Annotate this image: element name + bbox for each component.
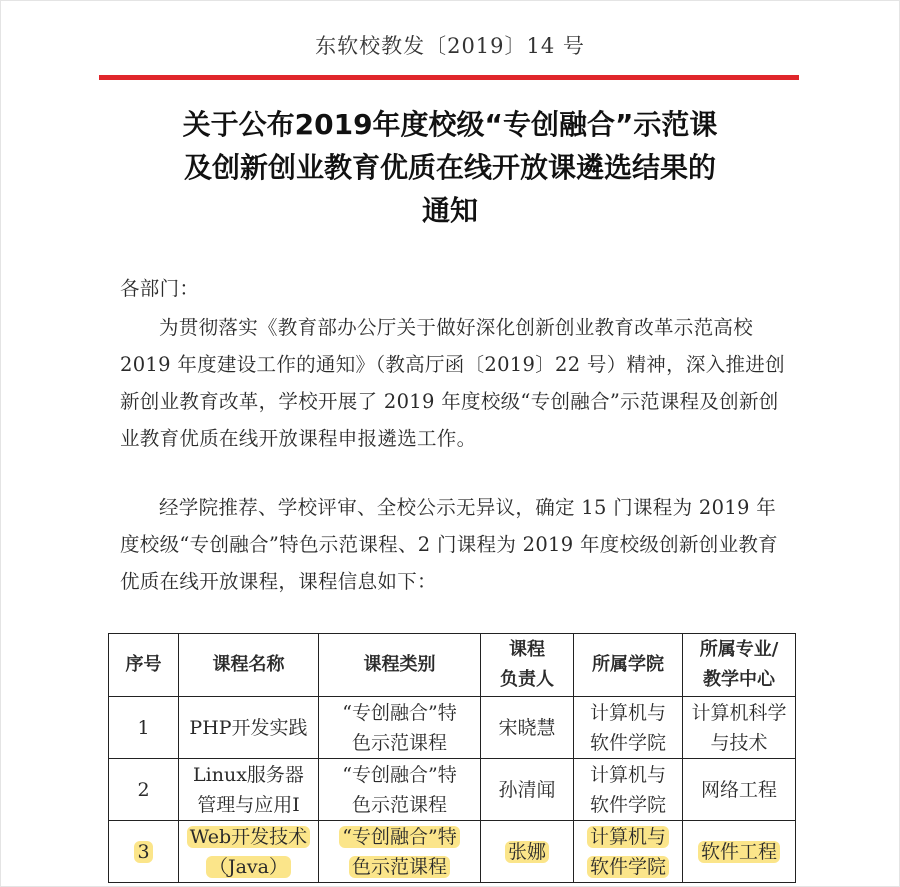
cell-text: “专创融合”特: [342, 763, 457, 786]
table-row: [109, 759, 796, 821]
header-no: [109, 634, 179, 697]
cell-owner: [481, 821, 574, 883]
highlight-mark: 软件工程: [698, 841, 780, 863]
cell-text: 色示范课程: [351, 731, 447, 754]
cell-text: [577, 852, 679, 882]
header-text: 课程类别: [363, 654, 436, 675]
cell-text: [182, 852, 315, 882]
cell-category: [319, 821, 481, 883]
cell-text: [322, 822, 477, 852]
title-line-1: 关于公布2019年度校级“专创融合”示范课: [182, 108, 718, 141]
cell-no: [109, 821, 179, 883]
header-text: 序号: [125, 654, 162, 675]
title-line-3: 通知: [421, 194, 478, 227]
cell-text: “专创融合”特: [342, 701, 457, 724]
header-category: [319, 634, 481, 697]
header-owner: [481, 634, 574, 697]
document-number: 东软校教发〔2019〕14 号: [315, 34, 585, 58]
cell-category: [319, 697, 481, 759]
cell-course-name: [179, 697, 319, 759]
cell-text: [484, 837, 570, 867]
cell-no: [109, 759, 179, 821]
table-row: [109, 697, 796, 759]
cell-text: PHP开发实践: [189, 716, 308, 739]
header-text: 负责人: [500, 669, 554, 690]
cell-text: [112, 837, 175, 867]
highlight-mark: Web开发技术: [187, 826, 310, 848]
cell-text: 宋晓慧: [498, 716, 556, 739]
cell-text: [686, 837, 792, 867]
highlight-mark: 计算机与: [587, 826, 669, 848]
header-course-name: [179, 634, 319, 697]
highlight-mark: 张娜: [505, 841, 549, 863]
header-text: 教学中心: [703, 669, 775, 690]
document-title: [110, 103, 790, 232]
cell-major: [683, 759, 796, 821]
cell-text: Linux服务器: [193, 763, 304, 786]
cell-text: [182, 822, 315, 852]
cell-text: [577, 822, 679, 852]
title-line-2: 及创新创业教育优质在线开放课遴选结果的: [183, 151, 716, 184]
highlight-mark: 3: [134, 841, 152, 863]
header-major: [683, 634, 796, 697]
cell-course-name: [179, 821, 319, 883]
cell-text: 2: [137, 778, 150, 801]
cell-text: 计算机与: [589, 701, 666, 724]
paragraph-1: 为贯彻落实《教育部办公厅关于做好深化创新创业教育改革示范高校 2019 年度建设工作的通知》（教高厅函〔2019〕22 号）精神，深入推进创新创业教育改革，学校开展了 2019 年度校级“专创融合”示范课程及创新创业教育优质在线开放课程申报遴选工作。: [120, 316, 785, 450]
cell-text: 软件学院: [589, 793, 666, 816]
header-text: 所属学院: [592, 654, 664, 675]
header-text: 所属专业/: [699, 639, 779, 660]
course-table: [108, 633, 795, 883]
cell-text: [322, 852, 477, 882]
highlight-mark: （Java）: [206, 856, 291, 878]
cell-text: 管理与应用I: [197, 793, 300, 816]
header-college: [574, 634, 683, 697]
highlight-mark: 软件学院: [587, 856, 669, 878]
cell-college: [574, 697, 683, 759]
cell-text: 1: [137, 716, 150, 739]
highlight-mark: “专创融合”特: [339, 826, 459, 848]
cell-no: [109, 697, 179, 759]
paragraph-2: 经学院推荐、学校评审、全校公示无异议，确定 15 门课程为 2019 年度校级“专创融合”特色示范课程、2 门课程为 2019 年度校级创新创业教育优质在线开放课程，课程信息如下：: [120, 496, 778, 593]
cell-major: [683, 697, 796, 759]
cell-major: [683, 821, 796, 883]
table-row: [109, 821, 796, 883]
table-body: [109, 697, 796, 883]
cell-college: [574, 821, 683, 883]
cell-text: 孙清闻: [498, 778, 556, 801]
cell-course-name: [179, 759, 319, 821]
table-header-row: [109, 634, 796, 697]
cell-text: 色示范课程: [351, 793, 447, 816]
cell-owner: [481, 697, 574, 759]
cell-college: [574, 759, 683, 821]
cell-owner: [481, 759, 574, 821]
cell-text: 计算机与: [589, 763, 666, 786]
cell-text: 与技术: [710, 731, 768, 754]
red-header-rule: [99, 75, 799, 80]
header-text: 课程: [509, 639, 545, 660]
salutation: 各部门：: [120, 277, 200, 300]
cell-text: 计算机科学: [691, 701, 787, 724]
cell-category: [319, 759, 481, 821]
cell-text: 网络工程: [700, 778, 777, 801]
cell-text: 软件学院: [589, 731, 666, 754]
header-text: 课程名称: [212, 654, 285, 675]
highlight-mark: 色示范课程: [349, 856, 450, 878]
